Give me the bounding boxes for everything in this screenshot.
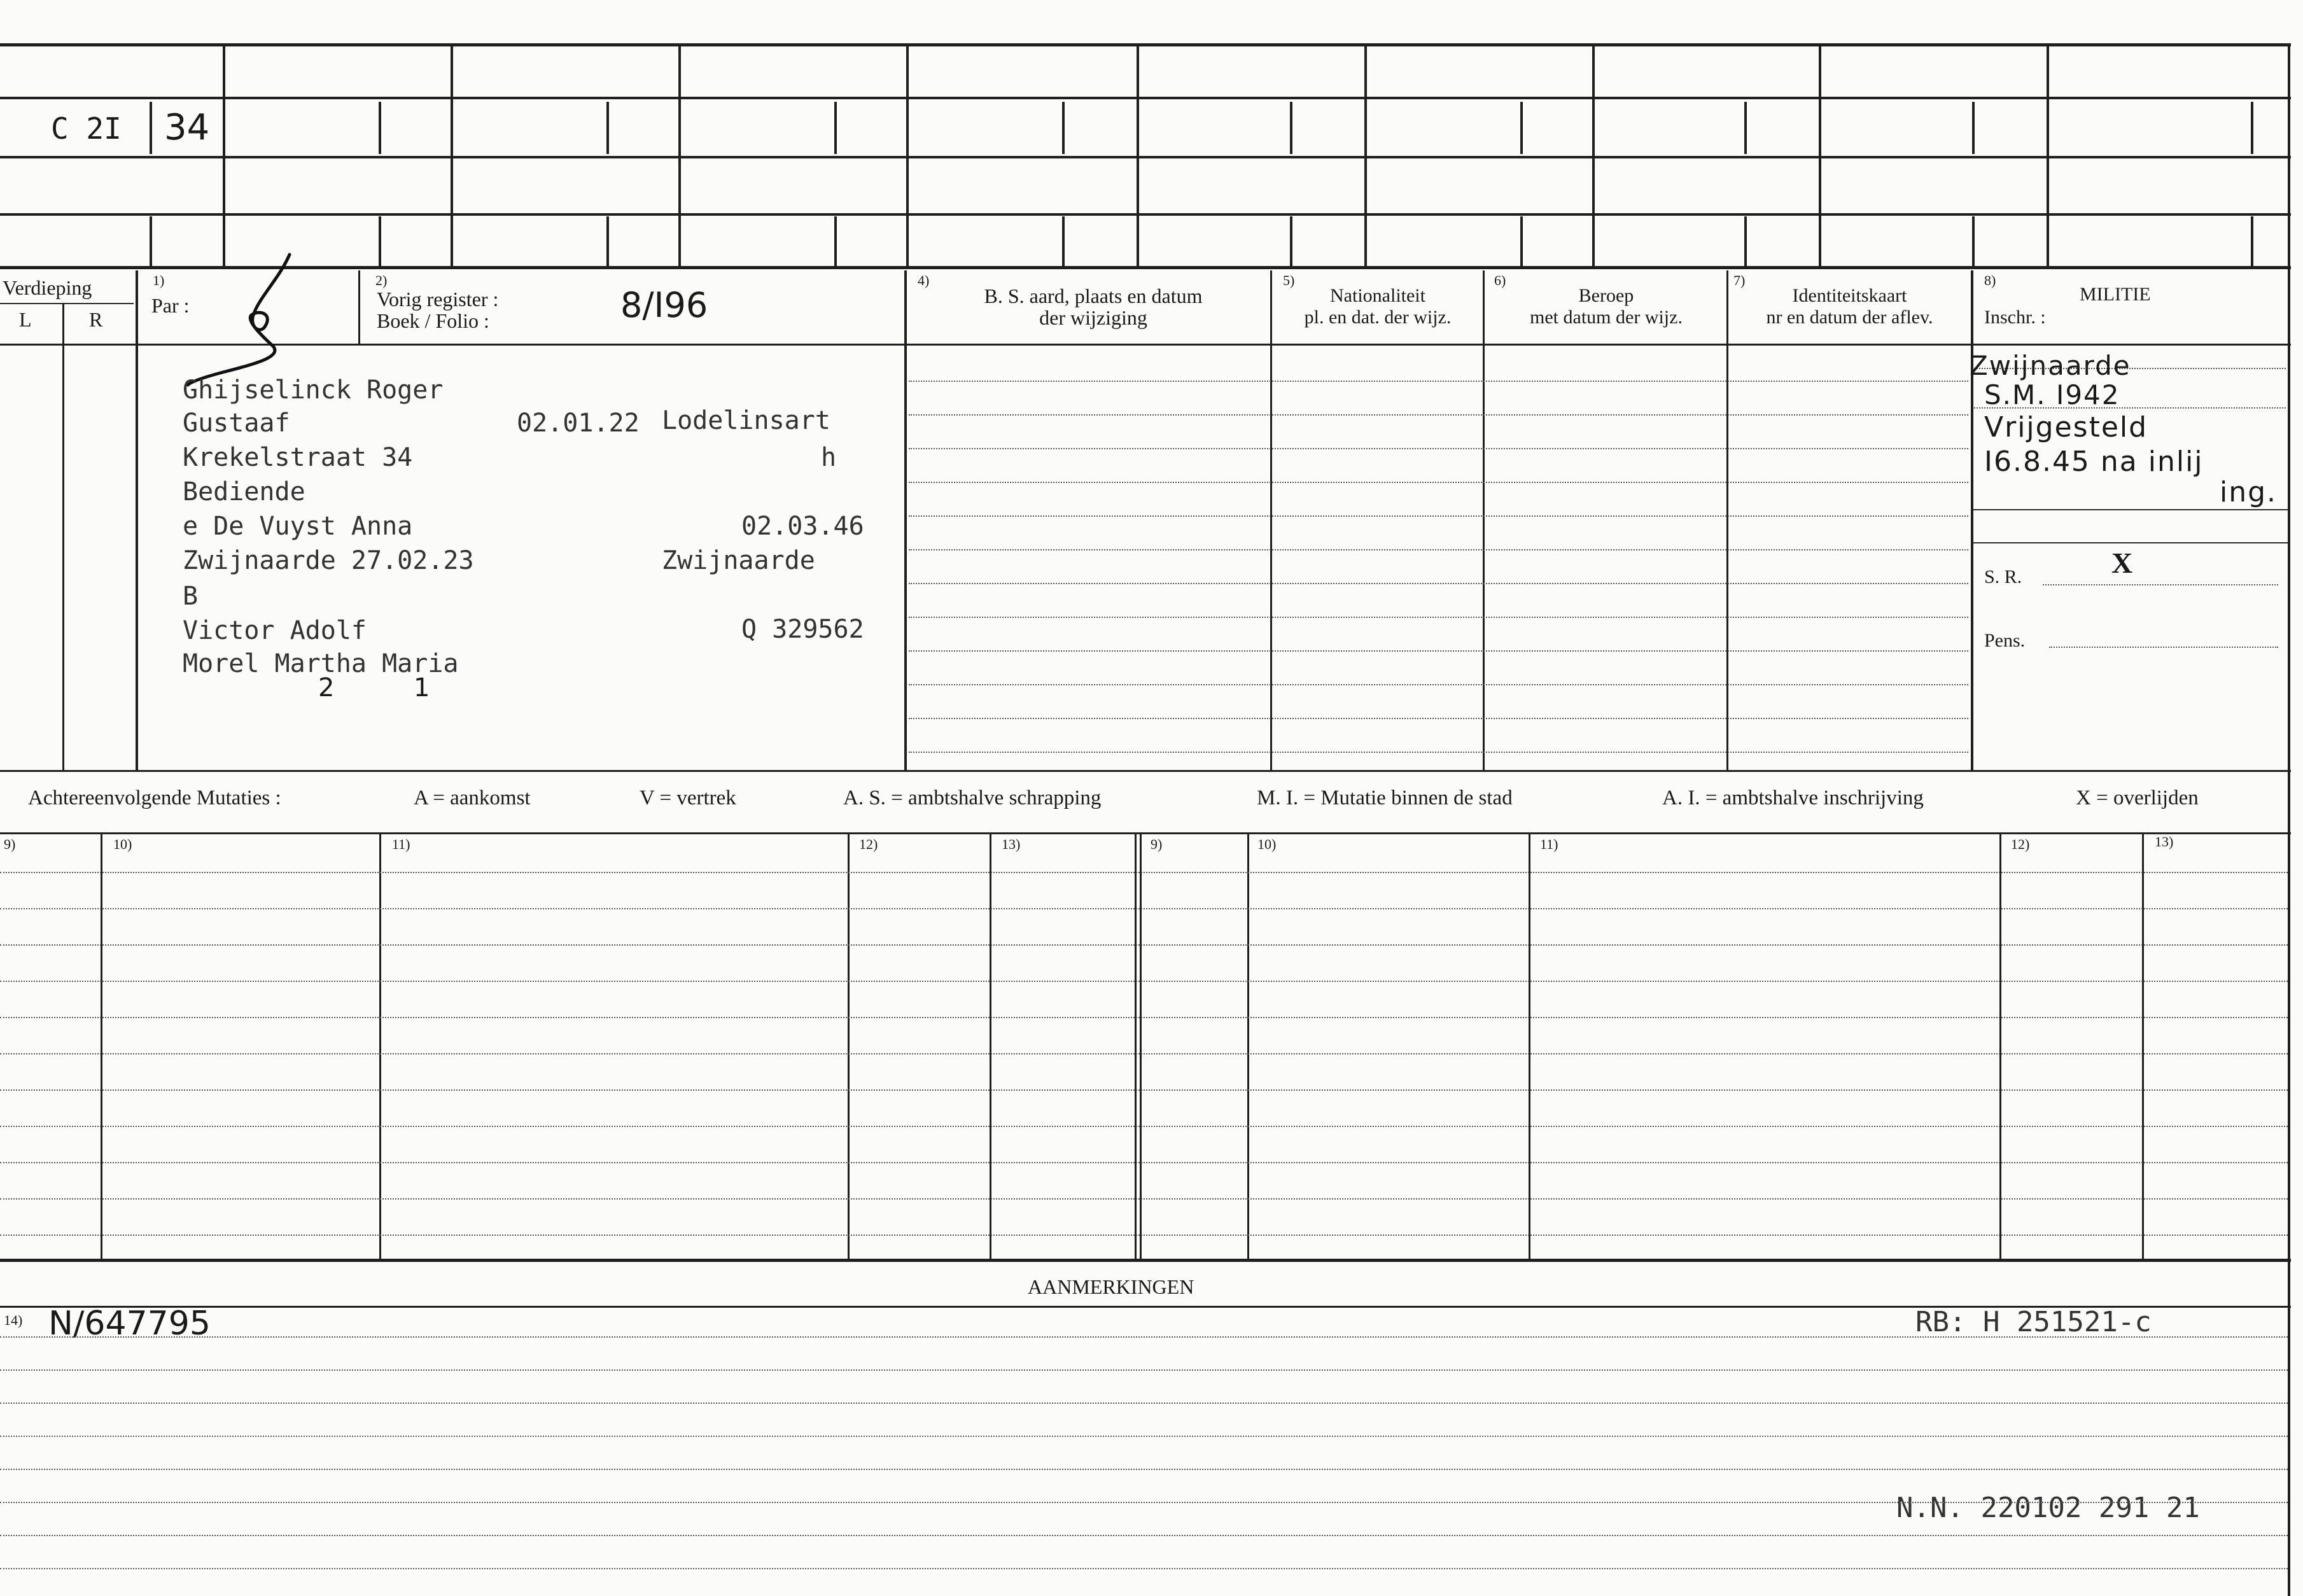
vorig-register-label: Vorig register : — [377, 288, 499, 311]
remarks-title: AANMERKINGEN — [1028, 1275, 1194, 1298]
grid-line — [136, 270, 138, 771]
child-count-b: 1 — [414, 673, 430, 703]
grid-line — [834, 102, 837, 154]
verdieping-label: Verdieping — [3, 276, 92, 299]
legend-title: Achtereenvolgende Mutaties : — [28, 787, 281, 809]
grid-line — [678, 43, 681, 267]
grid-line — [1592, 43, 1595, 267]
sr-value: X — [2111, 547, 2133, 579]
grid-line — [606, 102, 609, 154]
dotted-ruling — [0, 1162, 2288, 1163]
grid-line — [2251, 102, 2253, 154]
col-header: 12) — [859, 836, 878, 852]
dotted-ruling — [0, 1336, 2288, 1338]
grid-line — [906, 43, 909, 267]
grid-line — [1971, 270, 1973, 771]
grid-line — [1529, 832, 1530, 1260]
militie-place: Zwijnaarde — [1970, 350, 2131, 381]
sr-label: S. R. — [1984, 566, 2022, 587]
grid-line — [1972, 102, 1975, 154]
col-header: 11) — [1540, 836, 1558, 852]
pens-label: Pens. — [1984, 630, 2026, 651]
dotted-ruling — [909, 381, 1968, 382]
address: Krekelstraat 34 — [183, 443, 413, 472]
field-number: 7) — [1733, 272, 1746, 288]
dotted-ruling — [0, 981, 2288, 982]
legend-as: A. S. = ambtshalve schrapping — [843, 787, 1102, 809]
dotted-ruling — [0, 1436, 2288, 1437]
grid-line — [848, 832, 850, 1260]
grid-line — [1819, 43, 1821, 267]
header-top-line — [0, 266, 2291, 269]
bs-header — [916, 285, 1270, 328]
birth-date: 02.01.22 — [517, 409, 640, 438]
grid-line — [223, 43, 225, 267]
section-line — [0, 770, 2291, 772]
dotted-ruling — [0, 908, 2288, 909]
militie-date: I6.8.45 na inlij — [1984, 445, 2204, 478]
grid-line — [379, 102, 381, 154]
field-number: 14) — [4, 1312, 23, 1328]
col-header: 9) — [1151, 836, 1163, 852]
beroep-header-line1: Beroep — [1578, 285, 1634, 306]
grid-line — [1062, 102, 1065, 154]
legend-x: X = overlijden — [2076, 787, 2199, 809]
militie-status: Vrijgesteld — [1984, 411, 2148, 444]
grid-line — [1972, 216, 1975, 266]
sr-dotline — [2043, 584, 2278, 585]
grid-line — [358, 270, 360, 346]
grid-line — [1135, 832, 1137, 1260]
grid-line — [1999, 832, 2001, 1260]
grid-line — [451, 43, 453, 267]
dotted-ruling — [0, 1089, 2288, 1091]
grid-line — [0, 156, 2291, 158]
status-h: h — [821, 443, 837, 472]
grid-line — [1290, 102, 1292, 154]
grid-line — [1290, 216, 1292, 266]
legend-ai: A. I. = ambtshalve inschrijving — [1662, 787, 1924, 809]
id-header-line1: Identiteitskaart — [1792, 285, 1907, 306]
dotted-ruling — [0, 1403, 2288, 1404]
dotted-ruling — [909, 718, 1968, 719]
dotted-ruling — [0, 1235, 2288, 1236]
grid-line — [150, 102, 152, 154]
dotted-ruling — [909, 414, 1968, 416]
par-label: Par : — [151, 294, 190, 317]
dotted-ruling — [909, 684, 1968, 685]
child-count-a: 2 — [318, 673, 335, 703]
identiteitskaart-header — [1728, 285, 1971, 328]
dotted-ruling — [0, 1469, 2288, 1470]
dotted-ruling — [909, 482, 1968, 483]
grid-line — [62, 303, 64, 771]
dotted-ruling — [0, 1502, 2288, 1503]
beroep-header-line2: met datum der wijz. — [1530, 307, 1683, 328]
birth-place: Lodelinsart — [662, 406, 830, 435]
status-b: B — [183, 582, 199, 611]
legend-mi: M. I. = Mutatie binnen de stad — [1257, 787, 1513, 809]
marriage-date: 02.03.46 — [741, 512, 864, 541]
field-number: 4) — [918, 272, 930, 288]
register-code: C 2I — [51, 111, 122, 146]
remarks-number: N/647795 — [48, 1305, 211, 1343]
grid-line — [1520, 102, 1523, 154]
dotted-ruling — [0, 1126, 2288, 1127]
id-header-line2: nr en datum der aflev. — [1766, 307, 1933, 328]
dotted-ruling — [0, 1535, 2288, 1536]
grid-line — [1726, 270, 1728, 771]
grid-line — [1744, 216, 1747, 266]
dotted-ruling — [909, 583, 1968, 584]
grid-line — [0, 303, 134, 304]
col-header: 9) — [4, 836, 16, 852]
spouse: e De Vuyst Anna — [183, 512, 413, 541]
dotted-ruling — [0, 944, 2288, 946]
boek-folio-label: Boek / Folio : — [377, 309, 489, 332]
vorig-register-value: 8/I96 — [620, 285, 708, 325]
dotted-ruling — [0, 1369, 2288, 1371]
militie-date-cont: ing. — [2220, 476, 2278, 508]
nn-number: N.N. 220102 291 21 — [1896, 1492, 2200, 1524]
nat-header-line2: pl. en dat. der wijz. — [1304, 307, 1452, 328]
grid-line — [150, 216, 152, 266]
grid-line — [1483, 270, 1485, 771]
grid-line — [1744, 102, 1747, 154]
top-border — [0, 43, 2291, 46]
legend-a: A = aankomst — [414, 787, 531, 809]
grid-line — [0, 213, 2291, 216]
field-number: 2) — [375, 272, 388, 288]
grid-line — [1270, 270, 1272, 771]
given-names: Gustaaf — [183, 409, 290, 438]
id-number: Q 329562 — [741, 615, 864, 644]
col-l-label: L — [19, 308, 32, 331]
dotted-ruling — [909, 752, 1968, 753]
grid-line — [2047, 43, 2049, 267]
field-number: 1) — [153, 272, 165, 288]
dotted-ruling — [909, 650, 1968, 652]
father: Victor Adolf — [183, 616, 367, 645]
dotted-ruling — [0, 872, 2288, 873]
mutations-bottom-line — [0, 1259, 2291, 1262]
grid-line — [606, 216, 609, 266]
col-header: 10) — [113, 836, 132, 852]
grid-line — [1364, 43, 1367, 267]
profession: Bediende — [183, 477, 305, 507]
bs-header-line2: der wijziging — [1039, 306, 1147, 329]
nat-header-line1: Nationaliteit — [1330, 285, 1425, 306]
mutations-top-line — [0, 832, 2291, 834]
marriage-place: Zwijnaarde — [662, 546, 815, 575]
dotted-ruling — [909, 515, 1968, 517]
field-number: 6) — [1494, 272, 1506, 288]
col-header: 11) — [392, 836, 410, 852]
grid-line — [2251, 216, 2253, 266]
field-number: 8) — [1984, 272, 1996, 288]
grid-line — [0, 97, 2291, 99]
grid-line — [1247, 832, 1249, 1260]
rb-number: RB: H 251521-c — [1915, 1306, 2152, 1338]
grid-line — [904, 270, 907, 771]
grid-line — [834, 216, 837, 266]
register-number: 34 — [164, 107, 210, 148]
grid-line — [2142, 832, 2144, 1260]
dotted-ruling — [909, 549, 1968, 550]
col-header: 10) — [1257, 836, 1277, 852]
militie-year: S.M. I942 — [1984, 379, 2120, 410]
grid-line — [1137, 43, 1139, 267]
grid-line — [1062, 216, 1065, 266]
mother: Morel Martha Maria — [183, 649, 459, 678]
grid-line — [101, 832, 102, 1260]
dotted-ruling — [0, 1053, 2288, 1054]
dotted-ruling — [909, 617, 1968, 618]
spouse-birth: Zwijnaarde 27.02.23 — [183, 546, 474, 575]
dotted-ruling — [909, 448, 1968, 449]
name-line: Ghijselinck Roger — [183, 375, 444, 405]
col-header: 13) — [2155, 834, 2174, 850]
col-header: 13) — [1002, 836, 1021, 852]
header-bottom-line — [0, 344, 2291, 346]
beroep-header — [1486, 285, 1726, 328]
dotted-ruling — [0, 1568, 2288, 1569]
grid-line — [1520, 216, 1523, 266]
militie-label: MILITIE — [2080, 284, 2151, 305]
right-border — [2288, 43, 2290, 1596]
grid-line — [379, 216, 381, 266]
col-header: 12) — [2011, 836, 2030, 852]
nationaliteit-header — [1273, 285, 1483, 328]
grid-line — [1973, 509, 2288, 510]
bs-header-line1: B. S. aard, plaats en datum — [984, 284, 1203, 307]
legend-v: V = vertrek — [640, 787, 736, 809]
grid-line — [990, 832, 991, 1260]
par-signature — [185, 251, 299, 391]
grid-line — [1973, 542, 2288, 543]
dotted-ruling — [0, 1017, 2288, 1018]
grid-line — [1140, 832, 1142, 1260]
field-number: 5) — [1283, 272, 1295, 288]
inschr-label: Inschr. : — [1984, 307, 2046, 328]
grid-line — [379, 832, 381, 1260]
pens-dotline — [2049, 647, 2278, 648]
dotted-ruling — [0, 1198, 2288, 1200]
col-r-label: R — [89, 308, 103, 331]
